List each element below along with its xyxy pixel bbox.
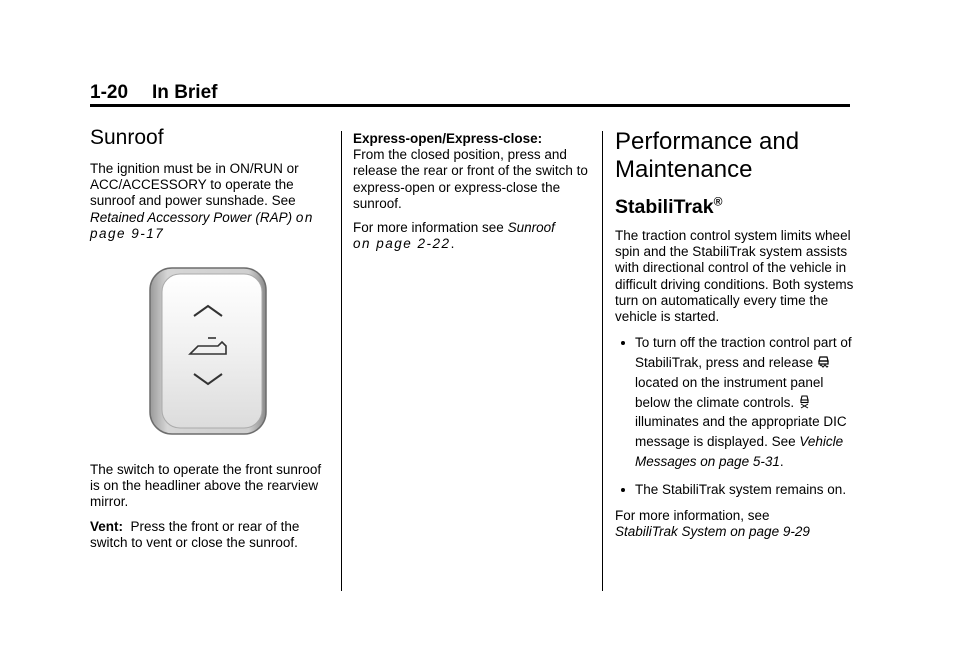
sunroof-page-link[interactable]: on page 2-22 [353, 236, 451, 252]
express-text: From the closed position, press and release the rear or front of the switch to express-open or express-close the sunroof. [353, 147, 588, 211]
stabilitrak-title: StabiliTrak [615, 196, 714, 218]
vent-text: Press the front or rear of the switch to vent or close the sunroof. [90, 518, 300, 550]
vent-label: Vent: [90, 518, 124, 534]
list-item [615, 333, 855, 472]
express-paragraph [353, 131, 591, 212]
sunroof-link[interactable]: Sunroof [507, 220, 555, 236]
rap-page-link[interactable]: on page 9-17 [90, 209, 314, 241]
bullet-dot [621, 488, 625, 492]
vehicle-messages-link[interactable]: Vehicle Messages on page 5-31 [635, 434, 844, 469]
column-performance [615, 128, 855, 548]
traction-indicator-icon [798, 395, 811, 409]
column-divider-2 [602, 131, 603, 591]
stabilitrak-intro: The traction control system limits wheel spin and the StabiliTrak system assists with directional control of the vehicle in difficult driving conditions. Both systems turn on automatically every time the vehicle is started. [615, 228, 854, 325]
column-divider-1 [341, 131, 342, 591]
column-express [353, 131, 591, 260]
express-label: Express-open/Express-close: [353, 131, 543, 146]
period: . [779, 454, 784, 469]
stabilitrak-more-info [615, 508, 855, 540]
more-info-text: For more information see [353, 220, 504, 236]
sunroof-intro-text: The ignition must be in ON/RUN or ACC/ACCESSORY to operate the sunroof and power sunshade. See [90, 161, 299, 209]
bullet1-text-c: illuminates and the appropriate DIC message is displayed. See [635, 414, 847, 450]
period: . [450, 236, 455, 252]
registered-mark: ® [713, 194, 723, 209]
stabilitrak-heading [615, 196, 855, 218]
traction-control-off-icon [817, 355, 830, 369]
switch-location: The switch to operate the front sunroof is on the headliner above the rearview mirror. [90, 462, 322, 510]
header-rule [90, 104, 850, 107]
performance-heading: Performance and Maintenance [615, 128, 800, 183]
bullet-dot [621, 341, 625, 345]
sunroof-intro [90, 161, 330, 242]
more-info-text: For more information, see [615, 507, 770, 523]
sunroof-more-info [353, 220, 591, 252]
bullet1-text-a: To turn off the traction control part of StabiliTrak, press and release [635, 335, 852, 371]
section-title: In Brief [152, 82, 218, 103]
rap-link[interactable]: Retained Accessory Power (RAP) [90, 209, 293, 225]
sunroof-heading: Sunroof [90, 126, 164, 149]
column-sunroof [90, 122, 330, 559]
sunroof-switch-icon [148, 266, 268, 436]
bullet2-text: The StabiliTrak system remains on. [635, 481, 847, 497]
vent-paragraph [90, 519, 330, 551]
bullet1-text-b: located on the instrument panel below the climate controls. [635, 374, 824, 410]
stabilitrak-system-link[interactable]: StabiliTrak System on page 9-29 [615, 523, 810, 539]
page-number: 1-20 [90, 82, 129, 103]
page-header [90, 82, 850, 104]
list-item [615, 480, 855, 500]
stabilitrak-bullets [615, 333, 855, 499]
